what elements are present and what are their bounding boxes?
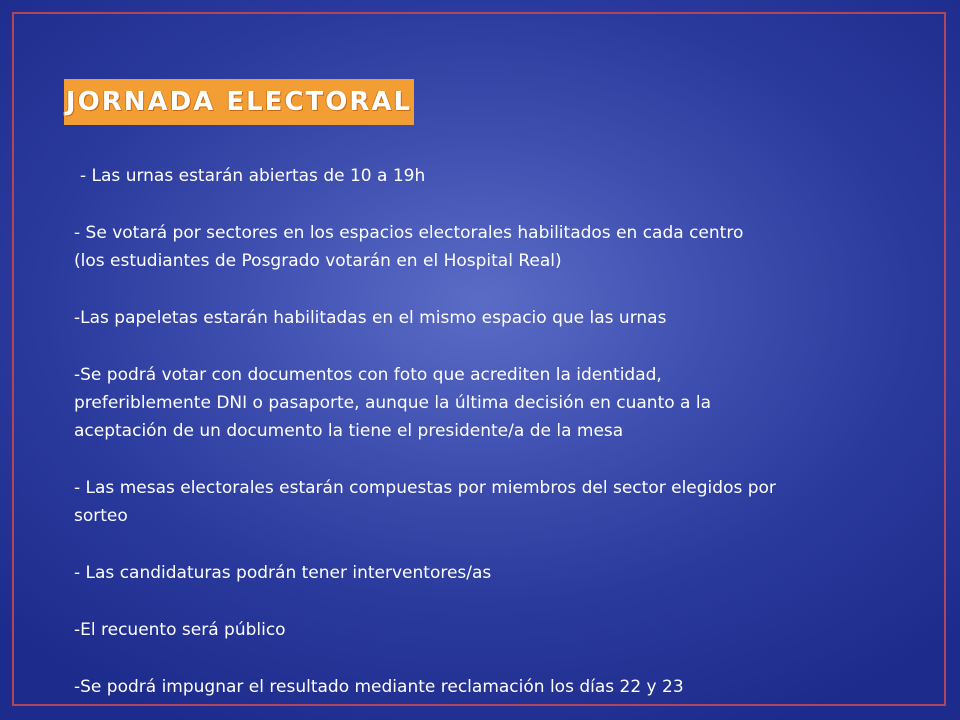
bullet-line: preferiblemente DNI o pasaporte, aunque la última decisión en cuanto a la (74, 393, 712, 413)
bullet-line: sorteo (74, 506, 128, 526)
title-banner (64, 79, 414, 125)
bullet-line: -Se podrá votar con documentos con foto que acrediten la identidad, (74, 365, 662, 385)
bullet-line: - Se votará por sectores en los espacios electorales habilitados en cada centro (74, 223, 744, 243)
bullet-line: - Las candidaturas podrán tener interventores/as (74, 563, 492, 583)
bullet-line: (los estudiantes de Posgrado votarán en el Hospital Real) (74, 251, 562, 271)
bullet-line: -Las papeletas estarán habilitadas en el mismo espacio que las urnas (74, 308, 667, 328)
bullet-line: aceptación de un documento la tiene el presidente/a de la mesa (74, 421, 624, 441)
bullet-line: - Las mesas electorales estarán compuestas por miembros del sector elegidos por (74, 478, 776, 498)
bullet-line: -El recuento será público (74, 620, 286, 640)
bullet-line: - Las urnas estarán abiertas de 10 a 19h (80, 166, 426, 186)
bullet-line: -Se podrá impugnar el resultado mediante reclamación los días 22 y 23 (74, 677, 684, 697)
slide-title: JORNADA ELECTORAL (65, 87, 413, 117)
